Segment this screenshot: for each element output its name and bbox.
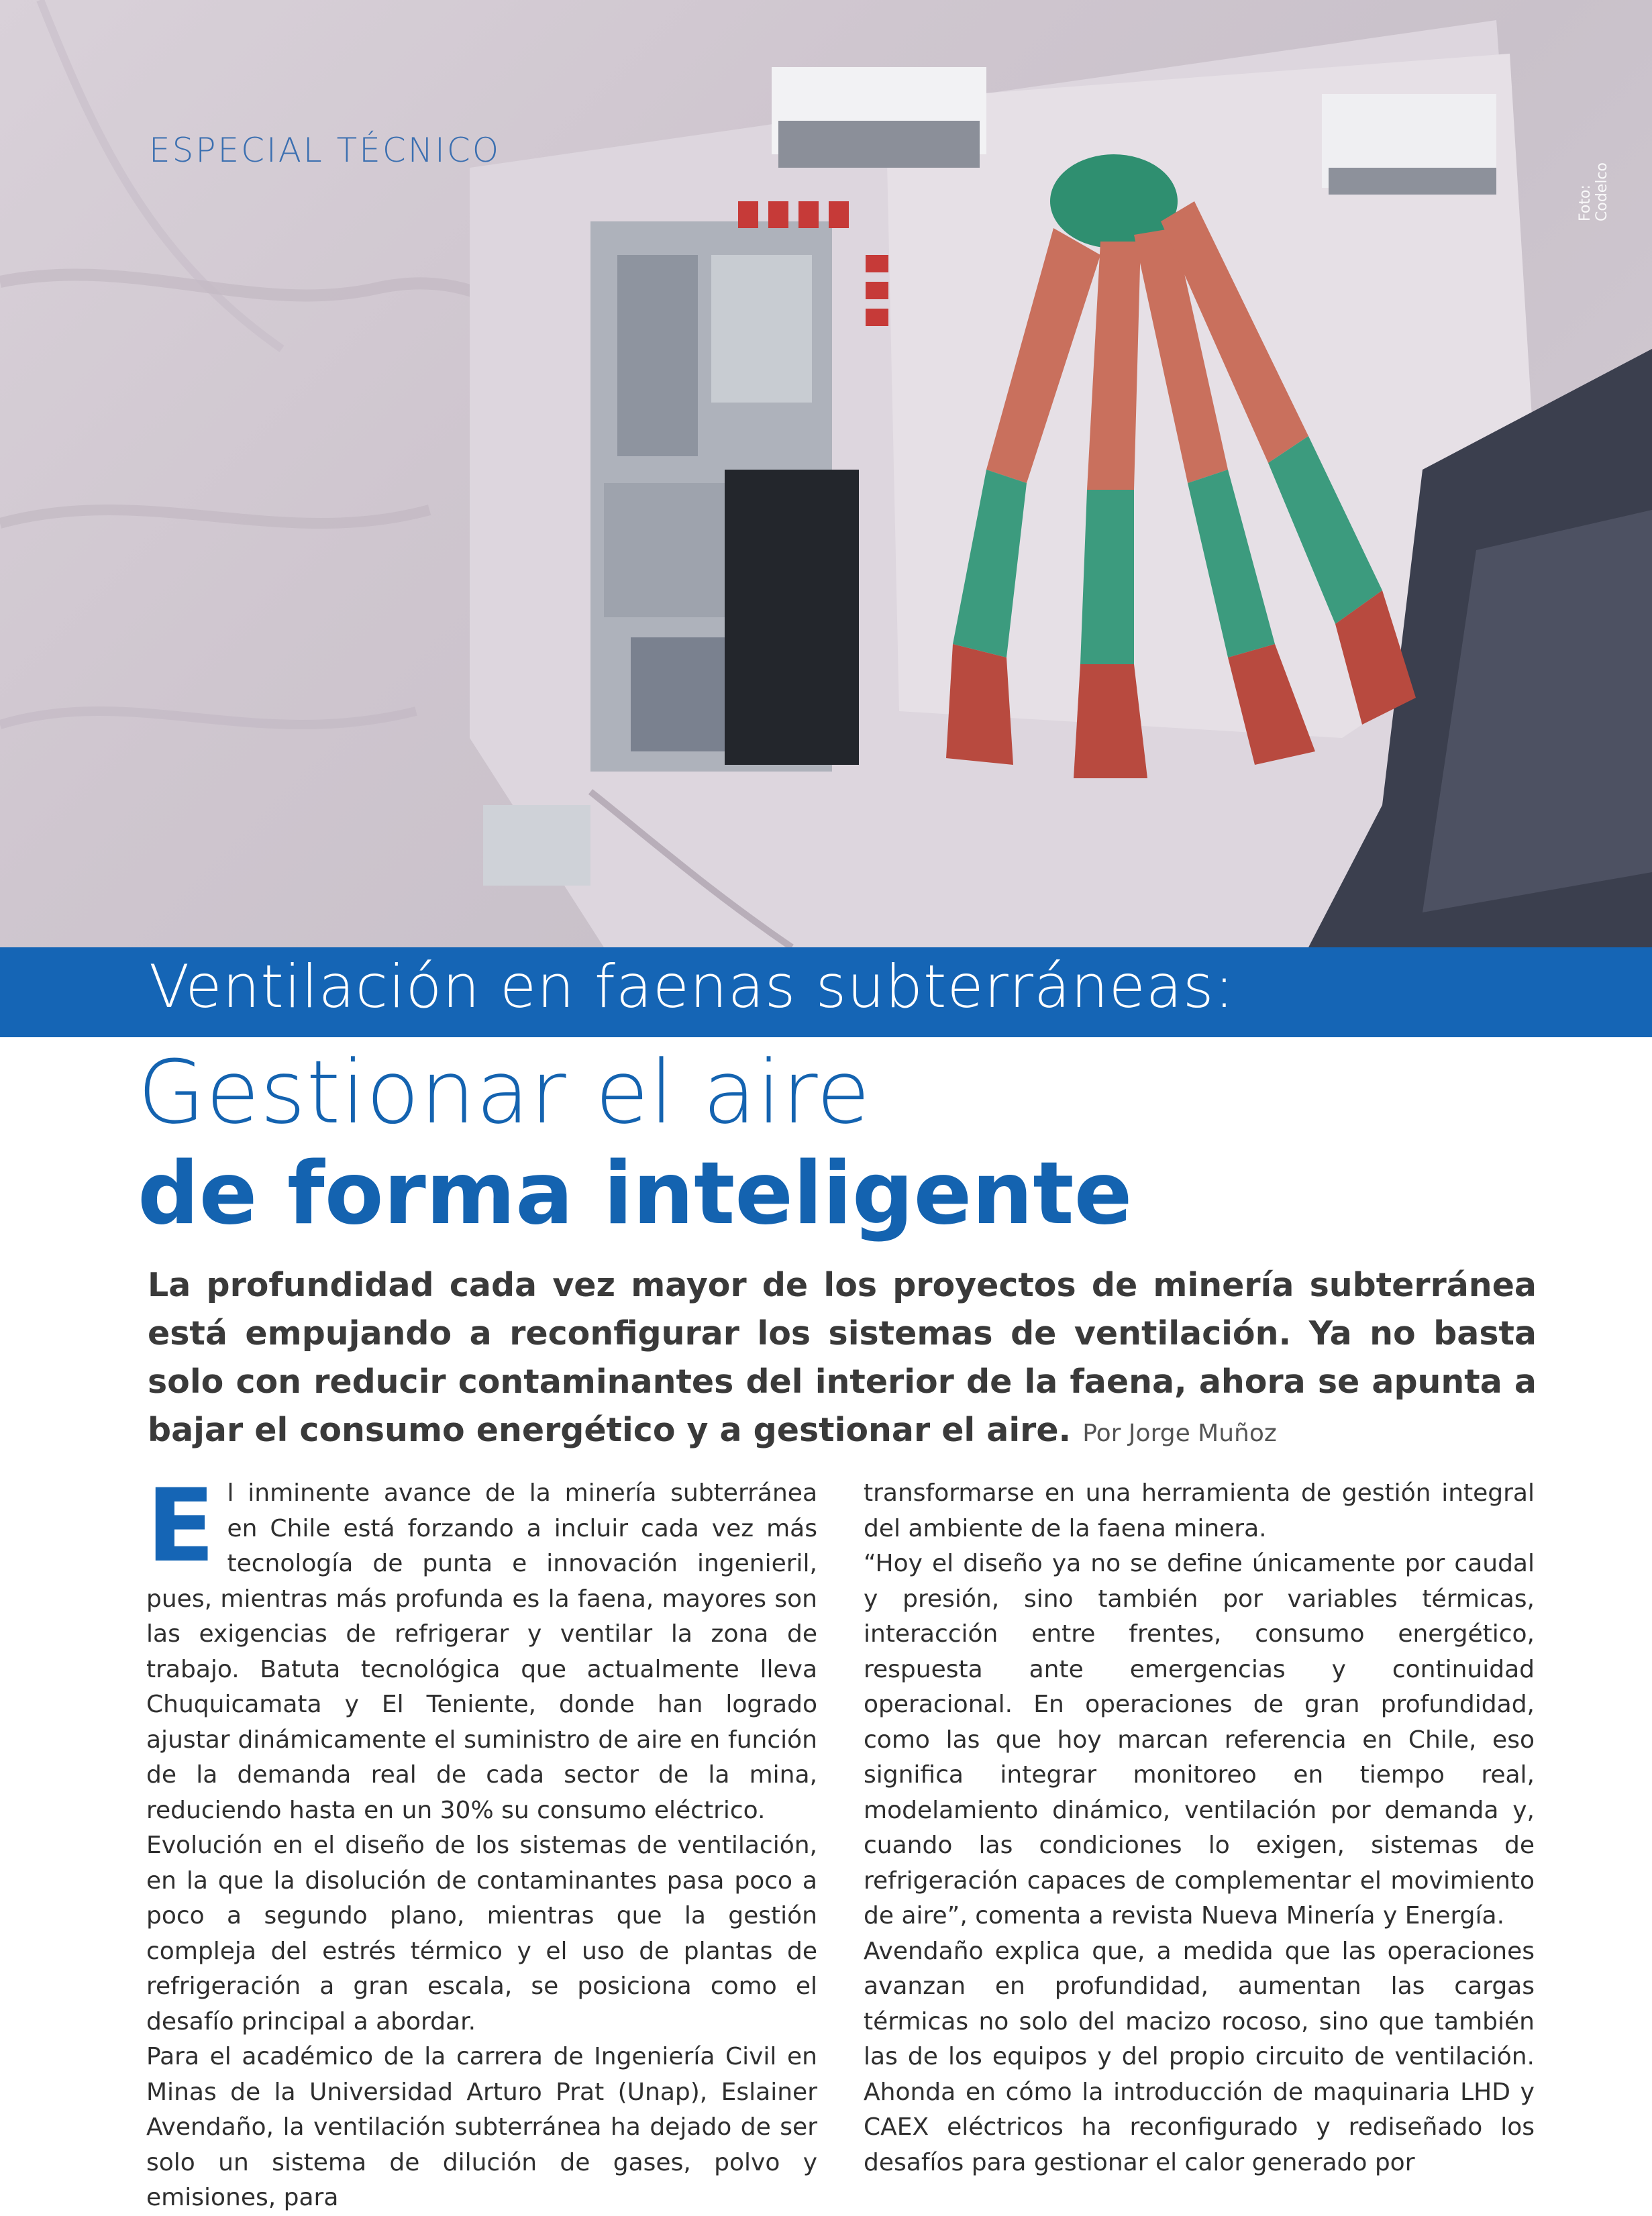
aerial-photo [0,0,1652,947]
paragraph: transformarse en una herramienta de gestión integral del ambiente de la faena minera. [864,1479,1535,1542]
article-kicker: Ventilación en faenas subterráneas: [149,952,1235,1021]
article-title-line-2: de forma inteligente [138,1144,1133,1244]
article-lead [148,1261,1537,1458]
byline: Por Jorge Muñoz [1082,1420,1277,1447]
paragraph: Avendaño explica que, a medida que las operaciones avanzan en profundidad, aumentan las cargas térmicas no solo del macizo rocoso, sino que también las de los equipos y del propio circuito de ventilación. Ahonda en cómo la introducción de maquinaria LHD y CAEX eléctricos ha reconfigurado y rediseñado los desafíos para gestionar el calor generado por [864,1937,1535,2176]
right-column [864,1476,1535,2180]
photo-credit: Foto: Codelco [1577,162,1610,221]
paragraph: Para el académico de la carrera de Ingeniería Civil en Minas de la Universidad Arturo Prat (Unap), Eslainer Avendaño, la ventilación subterránea ha dejado de ser solo un sistema de dilución de gases, polvo y emisiones, para [146,2043,817,2211]
drop-cap: E [146,1468,215,1585]
paragraph: “Hoy el diseño ya no se define únicamente por caudal y presión, sino también por variables térmicas, interacción entre frentes, consumo energético, respuesta ante emergencias y continuidad operacional. En operaciones de gran profundidad, como las que hoy marcan referencia en Chile, eso significa integrar monitoreo en tiempo real, modelamiento dinámico, ventilación por demanda y, cuando las condiciones lo exigen, sistemas de refrigeración capaces de complementar el movimiento de aire”, comenta a revista Nueva Minería y Energía. [864,1550,1535,1930]
section-label: ESPECIAL TÉCNICO [149,131,501,170]
lead-text: La profundidad cada vez mayor de los proyectos de minería subterránea está empujando a reconfigurar los sistemas de ventilación. Ya no basta solo con reducir contaminantes del interior de la faena, ahora se apunta a bajar el consumo energético y a gestionar el aire. [148,1266,1537,1449]
article-title-line-1: Gestionar el aire [138,1041,871,1143]
paragraph-text: l inminente avance de la minería subterránea en Chile está forzando a incluir cada vez más tecnología de punta e innovación ingenieril, pues, mientras más profunda es la faena, mayores son las exigencias de refrigerar y ventilar la zona de trabajo. Batuta tecnológica que actualmente lleva Chuquicamata y El Teniente, donde han logrado ajustar dinámicamente el suministro de aire en función de la demanda real de cada sector de la mina, reduciendo hasta en un 30% su consumo eléctrico. [146,1479,817,1824]
left-column [146,1468,817,2216]
paragraph [146,1468,817,1828]
paragraph: Evolución en el diseño de los sistemas de ventilación, en la que la disolución de contaminantes pasa poco a poco a segundo plano, mientras que la gestión compleja del estrés térmico y el uso de plantas de refrigeración a gran escala, se posiciona como el desafío principal a abordar. [146,1832,817,2036]
